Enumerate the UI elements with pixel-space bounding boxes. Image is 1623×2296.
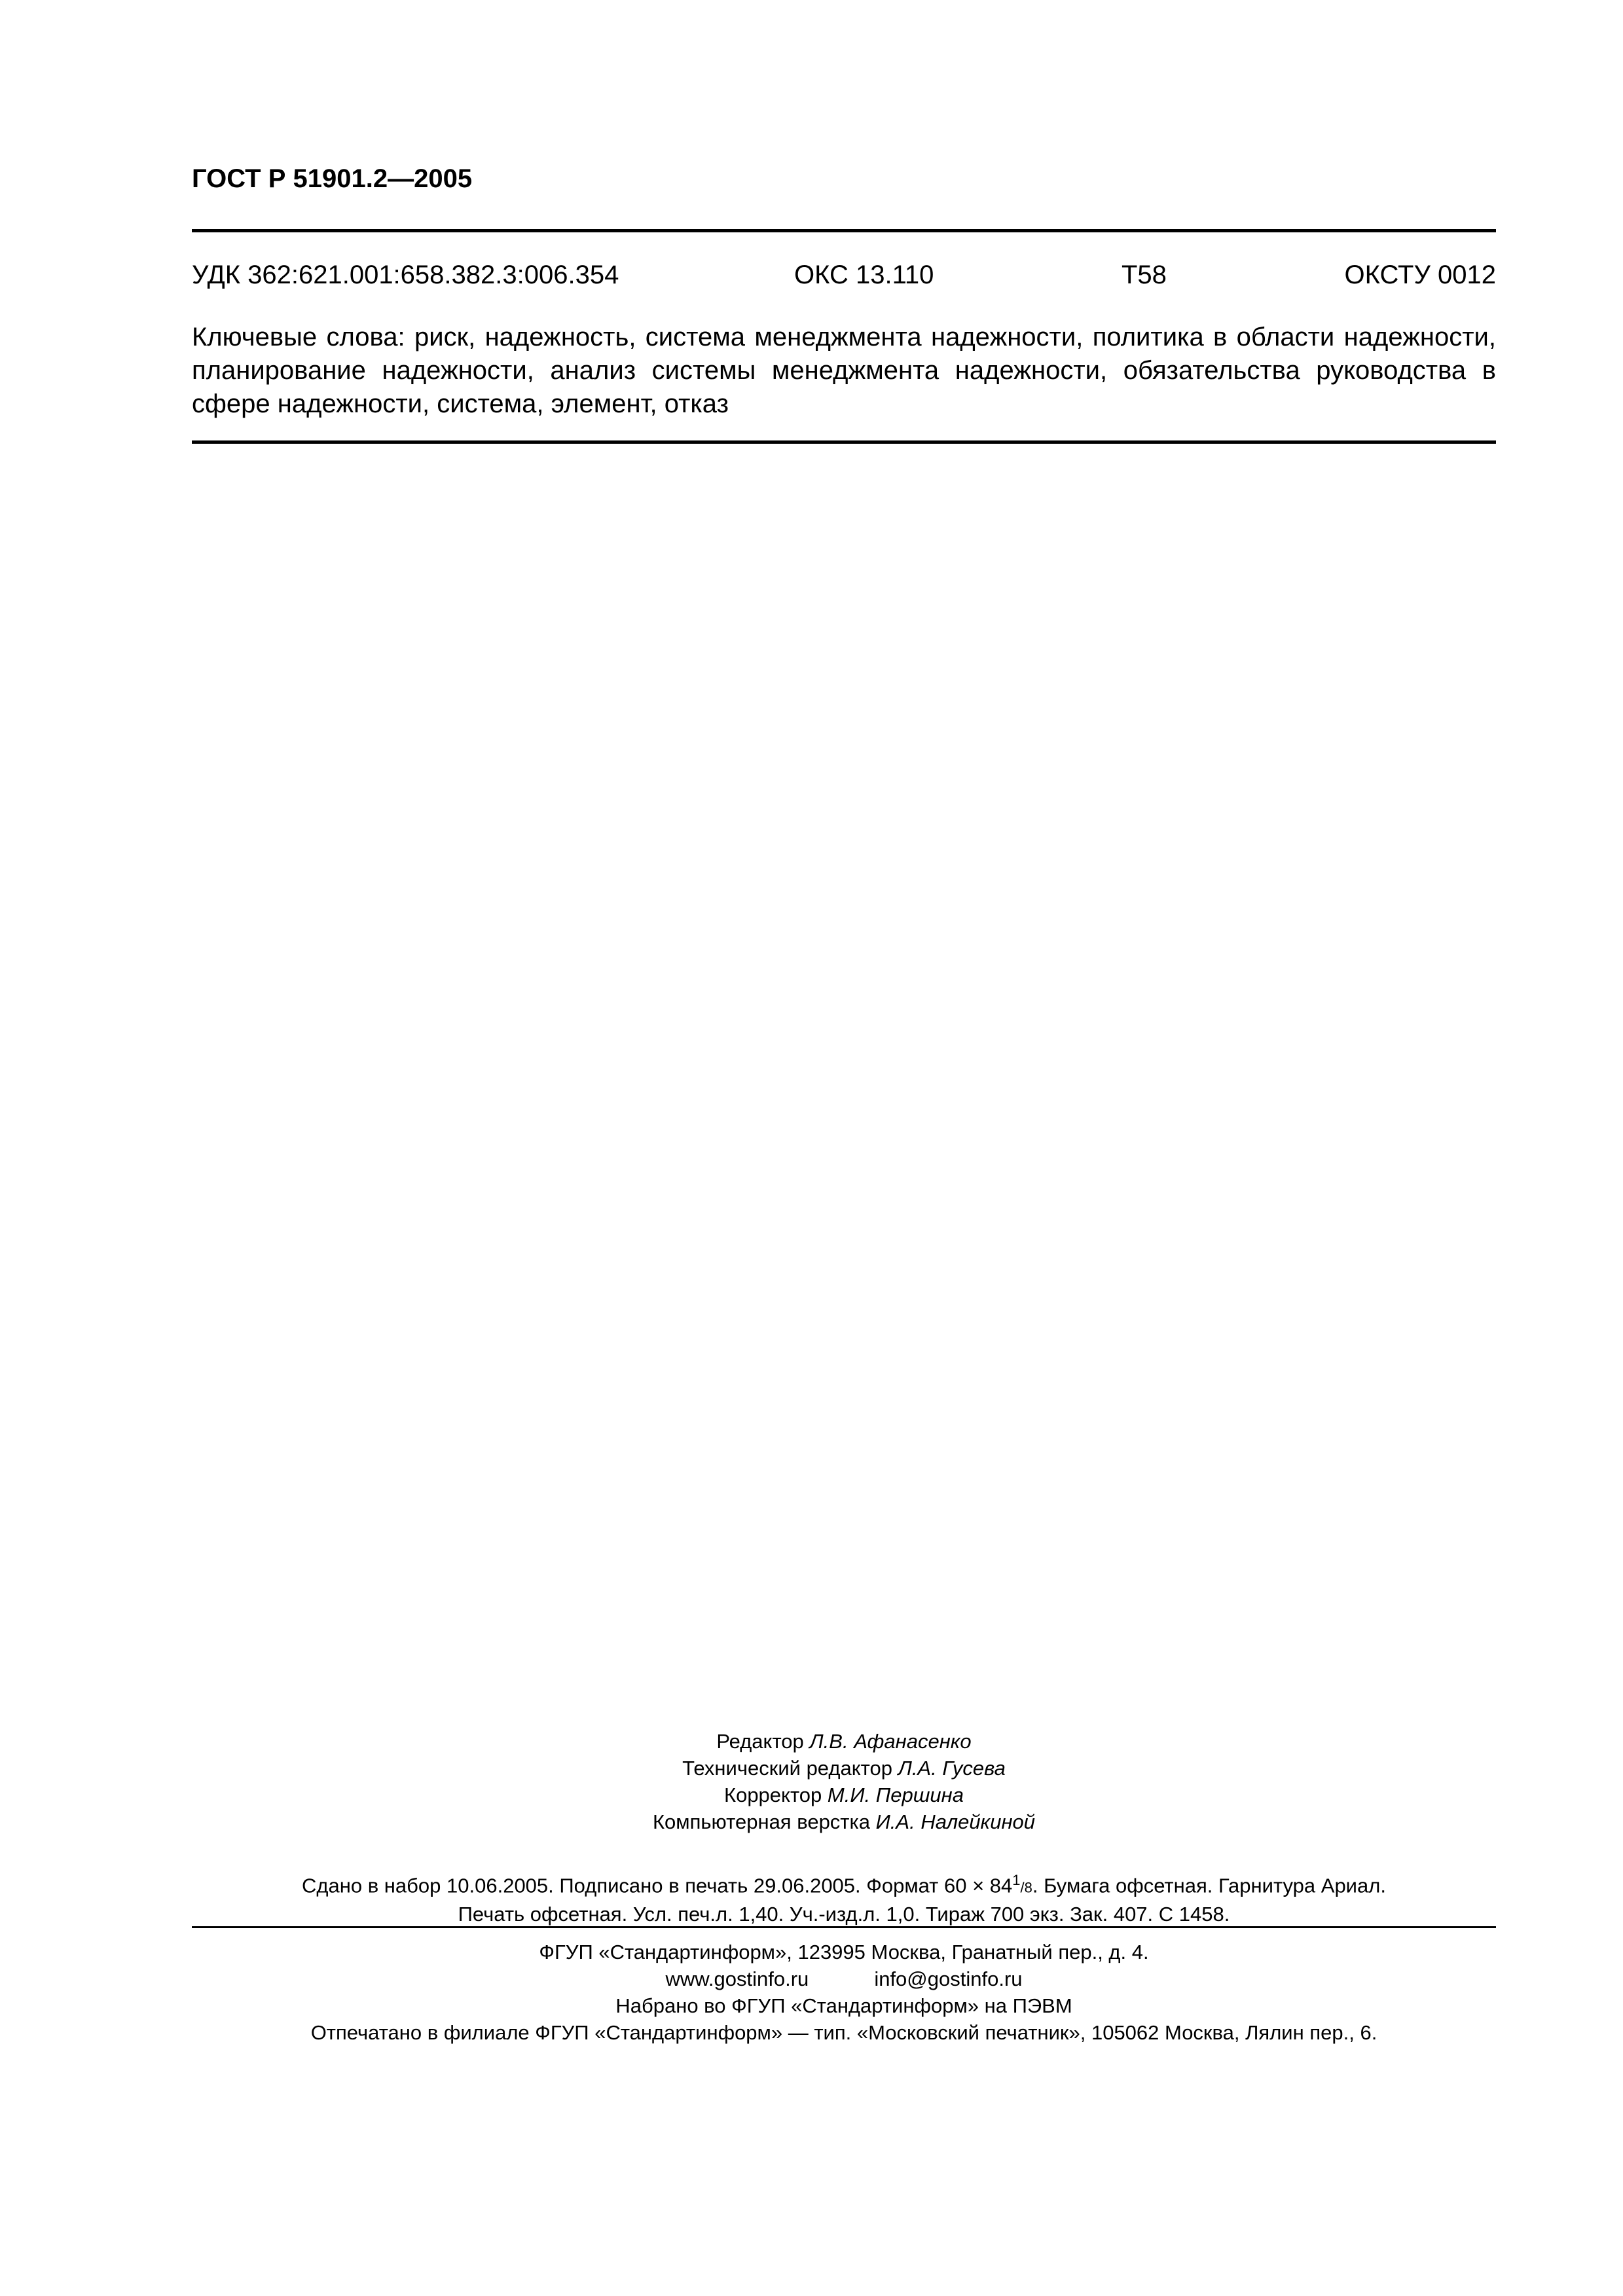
keywords-divider	[192, 440, 1496, 444]
group-code: Т58	[1122, 260, 1167, 289]
publisher-printed: Отпечатано в филиале ФГУП «Стандартинформ» — тип. «Московский печатник», 105062 Москва, Лялин пер., 6.	[310, 2021, 1377, 2044]
publisher-email-link[interactable]: info@gostinfo.ru	[874, 1967, 1023, 1990]
credit-corrector	[192, 1782, 1496, 1808]
credit-editor	[192, 1728, 1496, 1755]
oks-code: ОКС 13.110	[794, 260, 934, 289]
publisher-contacts	[192, 1965, 1496, 1992]
publisher-website-link[interactable]: www.gostinfo.ru	[665, 1967, 809, 1990]
publisher-block	[192, 1939, 1496, 2046]
format-fraction-numerator: 1	[1012, 1872, 1021, 1888]
keywords-paragraph: Ключевые слова: риск, надежность, система менеджмента надежности, политика в области надежности, планирование надежности, анализ системы менеджмента надежности, обязательства руководства в сфере надежности, система, элемент, отказ	[192, 323, 1496, 418]
credit-tech-editor	[192, 1755, 1496, 1782]
credit-layout-label: Компьютерная верстка	[653, 1810, 870, 1833]
credit-editor-label: Редактор	[716, 1730, 804, 1753]
okstu-code: ОКСТУ 0012	[1344, 260, 1496, 289]
publisher-divider	[192, 1926, 1496, 1928]
print-info-line-1	[192, 1867, 1496, 1901]
print-info-block	[192, 1867, 1496, 1928]
print-info-line-1-a: Сдано в набор 10.06.2005. Подписано в печать 29.06.2005. Формат 60 × 84	[302, 1874, 1013, 1897]
document-header-title: ГОСТ Р 51901.2—2005	[192, 164, 473, 193]
credit-tech-editor-name: Л.А. Гусева	[898, 1757, 1006, 1780]
print-info-line-2: Печать офсетная. Усл. печ.л. 1,40. Уч.-изд.л. 1,0. Тираж 700 экз. Зак. 407. С 1458.	[458, 1903, 1230, 1926]
credit-layout-name: И.А. Налейкиной	[875, 1810, 1035, 1833]
format-fraction-denominator: /8	[1020, 1879, 1032, 1896]
credit-corrector-label: Корректор	[724, 1784, 822, 1806]
credits-block	[192, 1728, 1496, 1835]
classification-row	[192, 259, 1496, 291]
publisher-address: ФГУП «Стандартинформ», 123995 Москва, Гранатный пер., д. 4.	[539, 1941, 1149, 1964]
credit-corrector-name: М.И. Першина	[827, 1784, 964, 1806]
credit-tech-editor-label: Технический редактор	[682, 1757, 892, 1780]
publisher-typeset: Набрано во ФГУП «Стандартинформ» на ПЭВМ	[615, 1994, 1072, 2017]
print-info-line-1-b: . Бумага офсетная. Гарнитура Ариал.	[1032, 1874, 1386, 1897]
credit-layout	[192, 1808, 1496, 1835]
top-divider	[192, 229, 1496, 232]
credit-editor-name: Л.В. Афанасенко	[809, 1730, 972, 1753]
udk-code: УДК 362:621.001:658.382.3:006.354	[192, 260, 619, 289]
